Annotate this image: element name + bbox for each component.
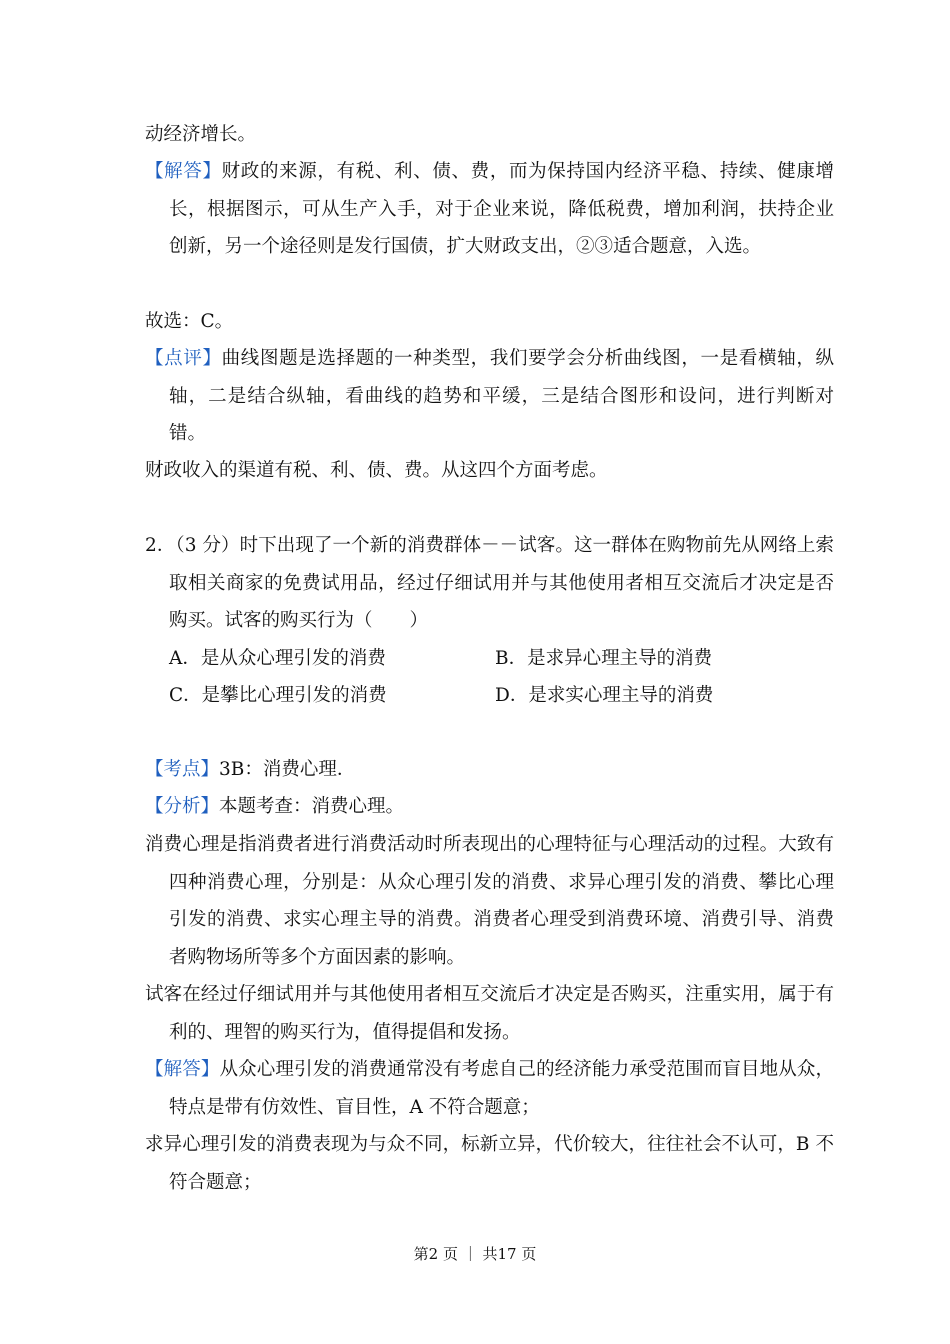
paragraph-choice xyxy=(145,303,834,341)
paragraph-text: 从众心理引发的消费通常没有考虑自己的经济能力承受范围而盲目地从众，特点是带有仿效性、盲目性，A 不符合题意； xyxy=(169,1059,834,1118)
question-2 xyxy=(145,527,834,640)
paragraph-answer-1 xyxy=(145,153,834,266)
paragraph-analysis xyxy=(145,788,834,826)
paragraph-text: 财政收入的渠道有税、利、债、费。从这四个方面考虑。 xyxy=(145,460,608,481)
option-c: C．是攀比心理引发的消费 xyxy=(169,685,387,706)
paragraph-continuation xyxy=(145,116,834,154)
page-footer: 第2 页 ｜ 共17 页 xyxy=(413,1245,537,1263)
option-a: A．是从众心理引发的消费 xyxy=(169,648,386,669)
paragraph-text: 消费心理是指消费者进行消费活动时所表现出的心理特征与心理活动的过程。大致有四种消费心理，分别是：从众心理引发的消费、求异心理引发的消费、攀比心理引发的消费、求实心理主导的消费。消费者心理受到消费环境、消费引导、消费者购物场所等多个方面因素的影响。 xyxy=(145,834,834,968)
paragraph-answer-3 xyxy=(145,1126,834,1201)
paragraph-text: 求异心理引发的消费表现为与众不同，标新立异，代价较大，往往社会不认可，B 不符合题意； xyxy=(145,1134,834,1193)
section-tag-answer: 【解答】 xyxy=(145,1059,220,1080)
paragraph-text: 曲线图题是选择题的一种类型，我们要学会分析曲线图，一是看横轴，纵轴，二是结合纵轴，看曲线的趋势和平缓，三是结合图形和设问，进行判断对错。 xyxy=(169,348,834,444)
paragraph-key-point xyxy=(145,751,834,789)
paragraph-tryer xyxy=(145,976,834,1051)
paragraph-consumer-psychology xyxy=(145,826,834,976)
section-tag-analysis: 【分析】 xyxy=(145,796,220,817)
section-tag-key-point: 【考点】 xyxy=(145,759,220,780)
paragraph-text: 故选：C。 xyxy=(145,311,234,332)
paragraph-text: 本题考查：消费心理。 xyxy=(219,796,405,817)
section-tag-comment: 【点评】 xyxy=(145,348,222,369)
paragraph-answer-2 xyxy=(145,1051,834,1126)
section-tag-answer: 【解答】 xyxy=(145,161,222,182)
paragraph-summary xyxy=(145,452,834,490)
option-d: D．是求实心理主导的消费 xyxy=(495,685,714,706)
paragraph-text: 试客在经过仔细试用并与其他使用者相互交流后才决定是否购买，注重实用，属于有利的、理智的购买行为，值得提倡和发扬。 xyxy=(145,984,834,1043)
paragraph-text: 财政的来源，有税、利、债、费，而为保持国内经济平稳、持续、健康增长，根据图示，可从生产入手，对于企业来说，降低税费，增加利润，扶持企业创新，另一个途径则是发行国债，扩大财政支出，②③适合题意，入选。 xyxy=(169,161,834,257)
question-text: 2．（3 分）时下出现了一个新的消费群体－－试客。这一群体在购物前先从网络上索取相关商家的免费试用品，经过仔细试用并与其他使用者相互交流后才决定是否购买。试客的购买行为（ ） xyxy=(145,535,834,631)
paragraph-comment xyxy=(145,340,834,453)
option-b: B．是求异心理主导的消费 xyxy=(495,648,713,669)
paragraph-text: 3B：消费心理． xyxy=(219,759,356,780)
paragraph-text: 动经济增长。 xyxy=(145,124,257,145)
